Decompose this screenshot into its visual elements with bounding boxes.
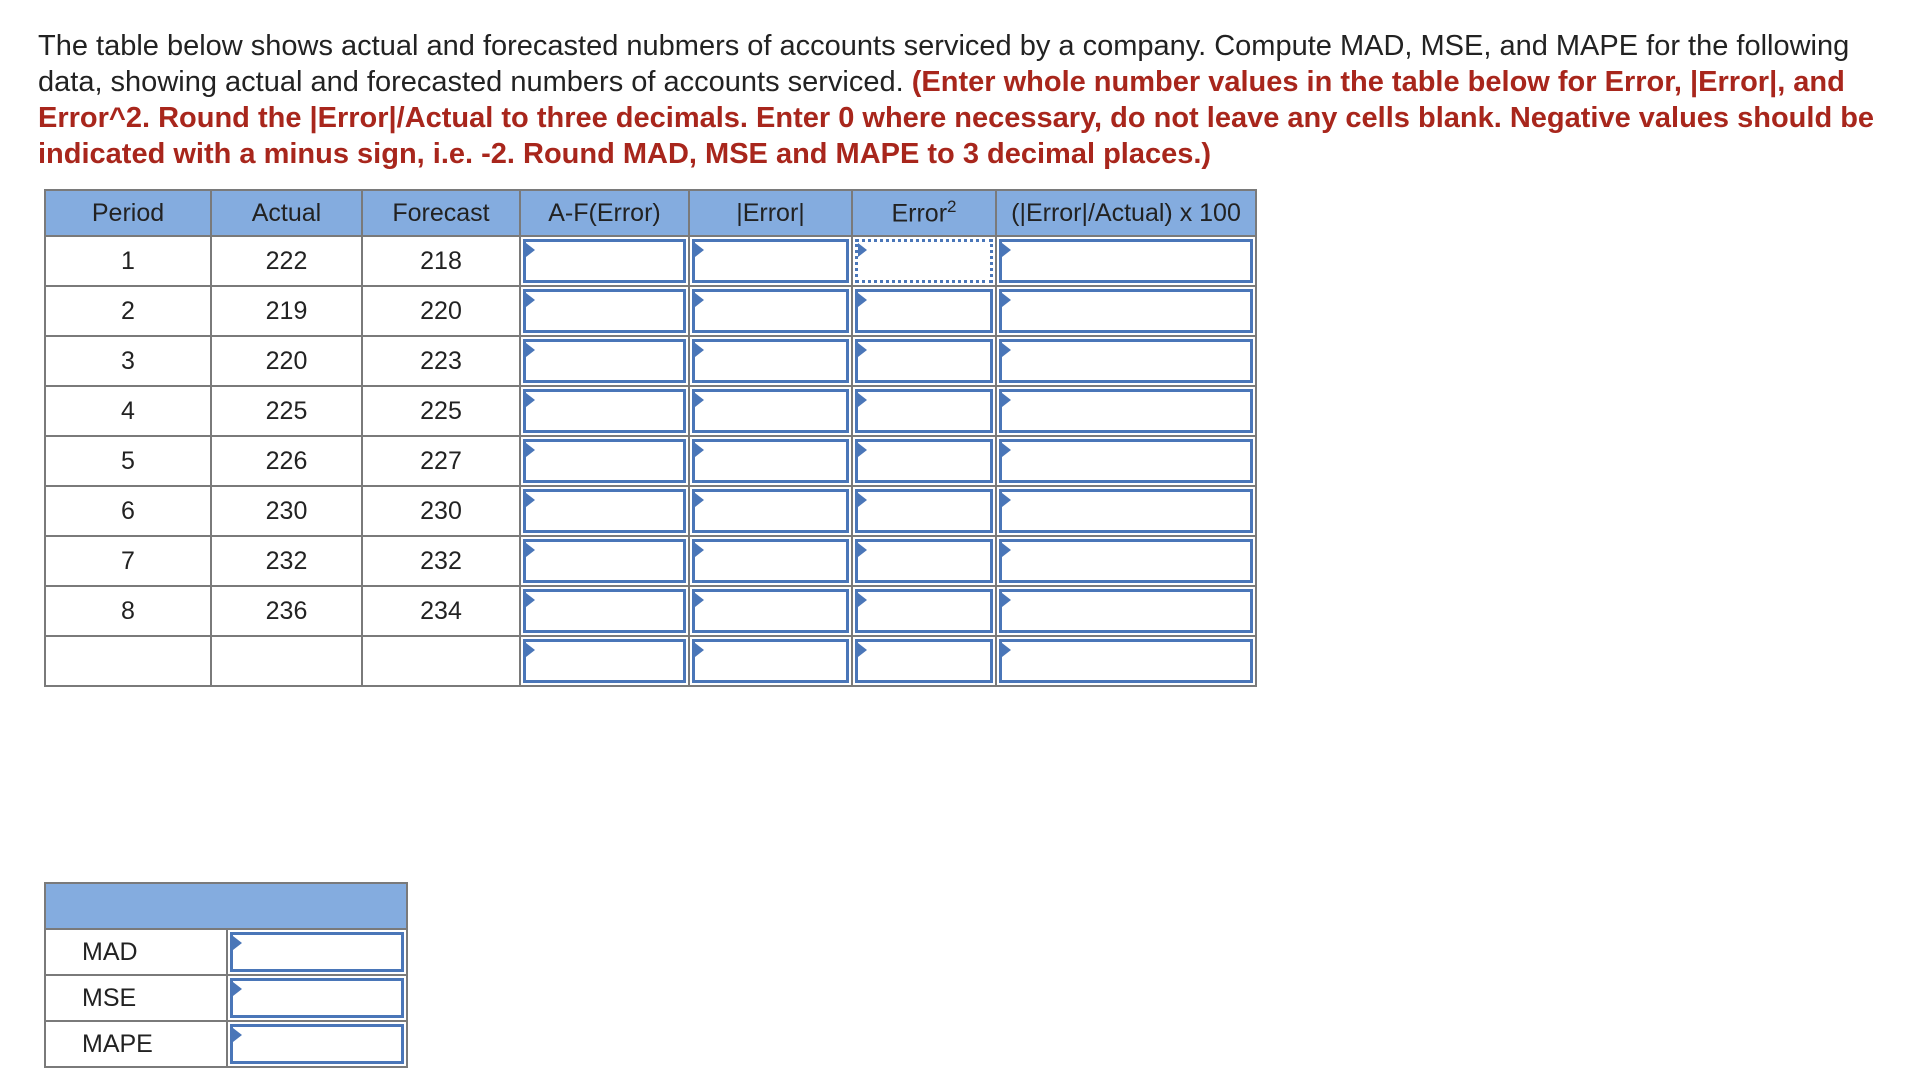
cell-error-squared: [852, 236, 996, 286]
cell-forecast: 223: [362, 336, 520, 386]
cell-abs-error: [689, 486, 852, 536]
summary-cell: [227, 1021, 407, 1067]
cell-error: [520, 236, 689, 286]
cell-forecast: [362, 636, 520, 686]
table-row: [45, 236, 1256, 286]
cell-period: 2: [45, 286, 211, 336]
cell-error-squared: [852, 336, 996, 386]
cell-period: 5: [45, 436, 211, 486]
summary-cell: [227, 929, 407, 975]
error-squared-input[interactable]: [855, 589, 993, 633]
abs-error-input[interactable]: [692, 289, 849, 333]
cell-error: [520, 636, 689, 686]
superscript: 2: [947, 197, 957, 217]
cell-percent-error: [996, 486, 1256, 536]
error-input[interactable]: [523, 289, 686, 333]
error-input[interactable]: [523, 239, 686, 283]
cell-abs-error: [689, 386, 852, 436]
header-error-squared-label: Error: [891, 199, 948, 228]
percent-error-input[interactable]: [999, 289, 1253, 333]
cell-forecast: 234: [362, 586, 520, 636]
cell-error: [520, 486, 689, 536]
error-squared-input[interactable]: [855, 439, 993, 483]
cell-error-squared: [852, 436, 996, 486]
header-error: A-F(Error): [520, 190, 689, 236]
question-body: The table below shows actual and forecasted nubmers of accounts serviced by a company. Compute MAD, MSE, and MAPE for the following data, showing actual and forecasted numbers of accounts serviced.: [38, 30, 1850, 98]
percent-error-input[interactable]: [999, 389, 1253, 433]
table-row: [45, 586, 1256, 636]
error-squared-input[interactable]: [855, 639, 993, 683]
abs-error-input[interactable]: [692, 589, 849, 633]
cell-forecast: 232: [362, 536, 520, 586]
abs-error-input[interactable]: [692, 239, 849, 283]
question-instructions: (Enter whole number values in the table below for Error, |Error|, and Error^2. Round the |Error|/Actual to three decimals. Enter 0 where necessary, do not leave any cells blank. Negative values should be indicated with a minus sign, i.e. -2. Round MAD, MSE and MAPE to 3 decimal places.): [38, 66, 1875, 170]
cell-actual: 226: [211, 436, 362, 486]
cell-percent-error: [996, 236, 1256, 286]
cell-actual: 230: [211, 486, 362, 536]
cell-abs-error: [689, 336, 852, 386]
error-input[interactable]: [523, 439, 686, 483]
percent-error-input[interactable]: [999, 639, 1253, 683]
table-row: [45, 436, 1256, 486]
cell-abs-error: [689, 586, 852, 636]
error-squared-input[interactable]: [855, 489, 993, 533]
cell-error: [520, 536, 689, 586]
cell-percent-error: [996, 336, 1256, 386]
percent-error-input[interactable]: [999, 539, 1253, 583]
cell-error: [520, 336, 689, 386]
cell-actual: 219: [211, 286, 362, 336]
cell-error-squared: [852, 286, 996, 336]
cell-abs-error: [689, 286, 852, 336]
cell-error-squared: [852, 486, 996, 536]
cell-period: 7: [45, 536, 211, 586]
abs-error-input[interactable]: [692, 439, 849, 483]
header-period: Period: [45, 190, 211, 236]
cell-period: 6: [45, 486, 211, 536]
cell-error-squared: [852, 536, 996, 586]
summary-label: MAPE: [45, 1021, 227, 1067]
cell-error-squared: [852, 586, 996, 636]
cell-forecast: 230: [362, 486, 520, 536]
table-row: [45, 486, 1256, 536]
abs-error-input[interactable]: [692, 339, 849, 383]
error-squared-input[interactable]: [855, 389, 993, 433]
error-input[interactable]: [523, 639, 686, 683]
summary-row: [45, 975, 407, 1021]
forecast-table: [44, 189, 1257, 687]
cell-percent-error: [996, 536, 1256, 586]
mape-input[interactable]: [230, 1024, 404, 1064]
cell-actual: 222: [211, 236, 362, 286]
cell-actual: [211, 636, 362, 686]
summary-row: [45, 929, 407, 975]
cell-percent-error: [996, 586, 1256, 636]
abs-error-input[interactable]: [692, 389, 849, 433]
error-input[interactable]: [523, 339, 686, 383]
cell-period: 8: [45, 586, 211, 636]
header-percent-error: (|Error|/Actual) x 100: [996, 190, 1256, 236]
mad-input[interactable]: [230, 932, 404, 972]
table-row: [45, 386, 1256, 436]
cell-error-squared: [852, 386, 996, 436]
error-input[interactable]: [523, 539, 686, 583]
table-row: [45, 336, 1256, 386]
cell-error-squared: [852, 636, 996, 686]
table-row: [45, 536, 1256, 586]
cell-forecast: 225: [362, 386, 520, 436]
percent-error-input[interactable]: [999, 239, 1253, 283]
cell-error: [520, 436, 689, 486]
cell-period: 1: [45, 236, 211, 286]
cell-abs-error: [689, 236, 852, 286]
cell-actual: 225: [211, 386, 362, 436]
error-squared-input[interactable]: [855, 239, 993, 283]
summary-label: MSE: [45, 975, 227, 1021]
question-text: [38, 28, 1898, 172]
abs-error-input[interactable]: [692, 489, 849, 533]
mse-input[interactable]: [230, 978, 404, 1018]
percent-error-input[interactable]: [999, 589, 1253, 633]
header-forecast: Forecast: [362, 190, 520, 236]
cell-percent-error: [996, 636, 1256, 686]
error-squared-input[interactable]: [855, 339, 993, 383]
table-row: [45, 636, 1256, 686]
table-row: [45, 286, 1256, 336]
cell-abs-error: [689, 536, 852, 586]
cell-error: [520, 286, 689, 336]
error-input[interactable]: [523, 389, 686, 433]
error-input[interactable]: [523, 489, 686, 533]
cell-error: [520, 386, 689, 436]
cell-percent-error: [996, 286, 1256, 336]
cell-period: 3: [45, 336, 211, 386]
cell-actual: 232: [211, 536, 362, 586]
error-squared-input[interactable]: [855, 289, 993, 333]
summary-label: MAD: [45, 929, 227, 975]
summary-header: [45, 883, 407, 929]
percent-error-input[interactable]: [999, 489, 1253, 533]
cell-actual: 236: [211, 586, 362, 636]
cell-forecast: 218: [362, 236, 520, 286]
cell-actual: 220: [211, 336, 362, 386]
header-error-squared: [852, 190, 996, 236]
abs-error-input[interactable]: [692, 539, 849, 583]
summary-table: [44, 882, 408, 1068]
percent-error-input[interactable]: [999, 439, 1253, 483]
percent-error-input[interactable]: [999, 339, 1253, 383]
cell-forecast: 227: [362, 436, 520, 486]
abs-error-input[interactable]: [692, 639, 849, 683]
cell-period: [45, 636, 211, 686]
header-abs-error: |Error|: [689, 190, 852, 236]
error-input[interactable]: [523, 589, 686, 633]
cell-forecast: 220: [362, 286, 520, 336]
cell-abs-error: [689, 636, 852, 686]
summary-row: [45, 1021, 407, 1067]
header-actual: Actual: [211, 190, 362, 236]
summary-cell: [227, 975, 407, 1021]
cell-abs-error: [689, 436, 852, 486]
error-squared-input[interactable]: [855, 539, 993, 583]
cell-period: 4: [45, 386, 211, 436]
cell-percent-error: [996, 386, 1256, 436]
cell-error: [520, 586, 689, 636]
cell-percent-error: [996, 436, 1256, 486]
